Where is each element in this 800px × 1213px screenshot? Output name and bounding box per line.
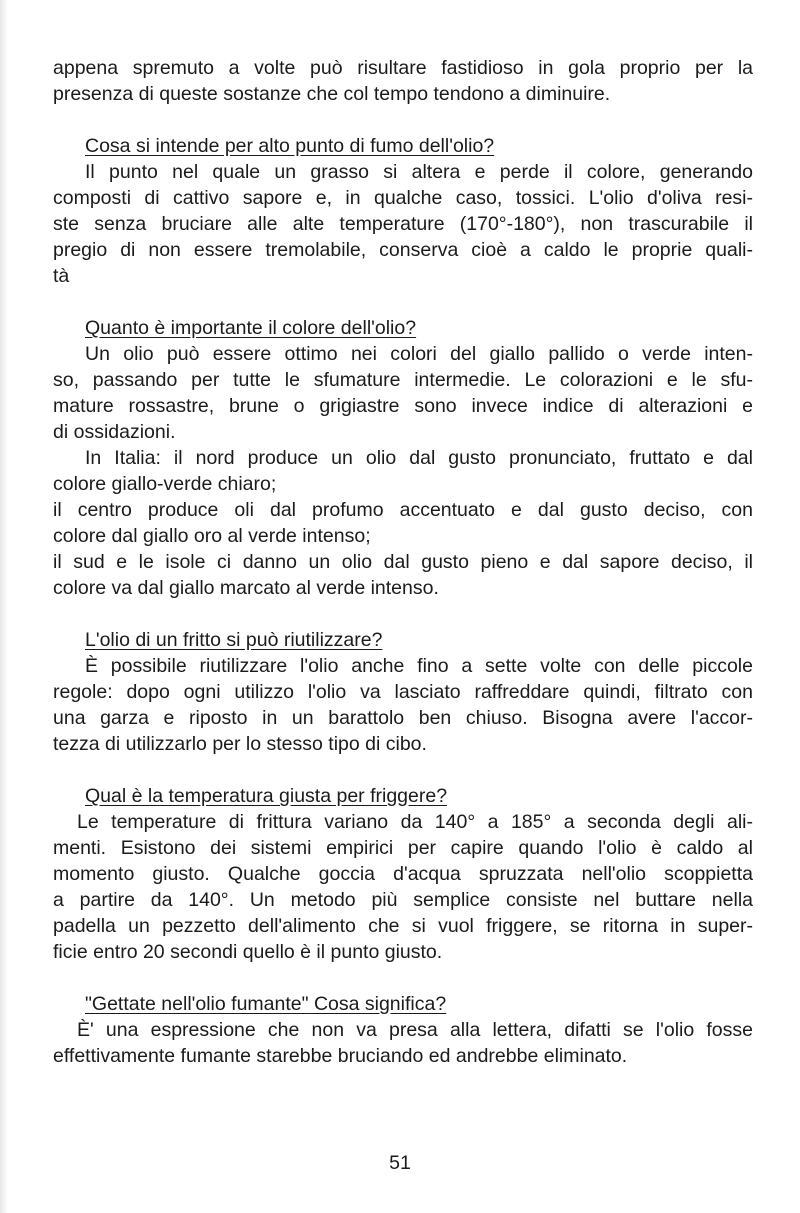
text-line: tezza di utilizzarlo per lo stesso tipo di cibo.	[53, 733, 427, 755]
section-body	[53, 653, 753, 757]
section-body	[53, 159, 753, 289]
text-line: padella un pezzetto dell'alimento che si vuol friggere, se ritorna in super-	[53, 915, 753, 937]
text-line: ficie entro 20 secondi quello è il punto giusto.	[53, 941, 443, 963]
section-heading: Quanto è importante il colore dell'olio?	[85, 317, 417, 339]
text-line: È' una espressione che non va presa alla lettera, difatti se l'olio fosse	[77, 1019, 753, 1041]
intro-paragraph	[53, 55, 753, 107]
text-line: di ossidazioni.	[53, 421, 176, 443]
section-smoking-oil	[53, 991, 753, 1069]
text-line: una garza e riposto in un barattolo ben chiuso. Bisogna avere l'accor-	[53, 707, 753, 729]
section-reuse-oil	[53, 627, 753, 757]
section-heading: Cosa si intende per alto punto di fumo dell'olio?	[85, 135, 495, 157]
text-line: Un olio può essere ottimo nei colori del giallo pallido o verde inten-	[85, 343, 753, 365]
text-line: presenza di queste sostanze che col tempo tendono a diminuire.	[53, 83, 611, 105]
text-line: tà	[53, 265, 70, 287]
section-heading: L'olio di un fritto si può riutilizzare?	[85, 629, 383, 651]
text-line: Le temperature di frittura variano da 140° a 185° a seconda degli ali-	[77, 811, 753, 833]
book-page	[53, 55, 753, 1069]
section-oil-color	[53, 315, 753, 601]
text-line: a partire da 140°. Un metodo più semplice consiste nel buttare nella	[53, 889, 753, 911]
page-number: 51	[389, 1152, 411, 1174]
text-line: effettivamente fumante starebbe bruciando ed andrebbe eliminato.	[53, 1045, 628, 1067]
section-smoke-point	[53, 133, 753, 289]
text-line: so, passando per tutte le sfumature intermedie. Le colorazioni e le sfu-	[53, 369, 753, 391]
text-line: pregio di non essere tremolabile, conserva cioè a caldo le proprie quali-	[53, 239, 753, 261]
text-line: menti. Esistono dei sistemi empirici per capire quando l'olio è caldo al	[53, 837, 753, 859]
section-body	[53, 809, 753, 965]
text-line: mature rossastre, brune o grigiastre sono invece indice di alterazioni e	[53, 395, 753, 417]
text-line: ste senza bruciare alle alte temperature (170°-180°), non trascurabile il	[53, 213, 753, 235]
page-edge-shadow	[0, 0, 8, 1213]
section-frying-temperature	[53, 783, 753, 965]
text-line: il sud e le isole ci danno un olio dal gusto pieno e dal sapore deciso, il	[53, 551, 753, 573]
text-line: composti di cattivo sapore e, in qualche caso, tossici. L'olio d'oliva resi-	[53, 187, 753, 209]
section-heading: Qual è la temperatura giusta per friggere?	[85, 785, 448, 807]
text-line: colore va dal giallo marcato al verde intenso.	[53, 577, 439, 599]
text-line: momento giusto. Qualche goccia d'acqua spruzzata nell'olio scoppietta	[53, 863, 753, 885]
text-line: il centro produce oli dal profumo accentuato e dal gusto deciso, con	[53, 499, 753, 521]
text-line: Il punto nel quale un grasso si altera e perde il colore, generando	[85, 161, 753, 183]
text-line: appena spremuto a volte può risultare fastidioso in gola proprio per la	[53, 57, 753, 79]
text-line: È possibile riutilizzare l'olio anche fino a sette volte con delle piccole	[85, 655, 753, 677]
section-heading: "Gettate nell'olio fumante" Cosa significa?	[85, 993, 447, 1015]
text-line: regole: dopo ogni utilizzo l'olio va lasciato raffreddare quindi, filtrato con	[53, 681, 753, 703]
section-body	[53, 1017, 753, 1069]
text-line: In Italia: il nord produce un olio dal gusto pronunciato, fruttato e dal	[85, 447, 753, 469]
section-body	[53, 341, 753, 601]
text-line: colore dal giallo oro al verde intenso;	[53, 525, 371, 547]
text-line: colore giallo-verde chiaro;	[53, 473, 277, 495]
